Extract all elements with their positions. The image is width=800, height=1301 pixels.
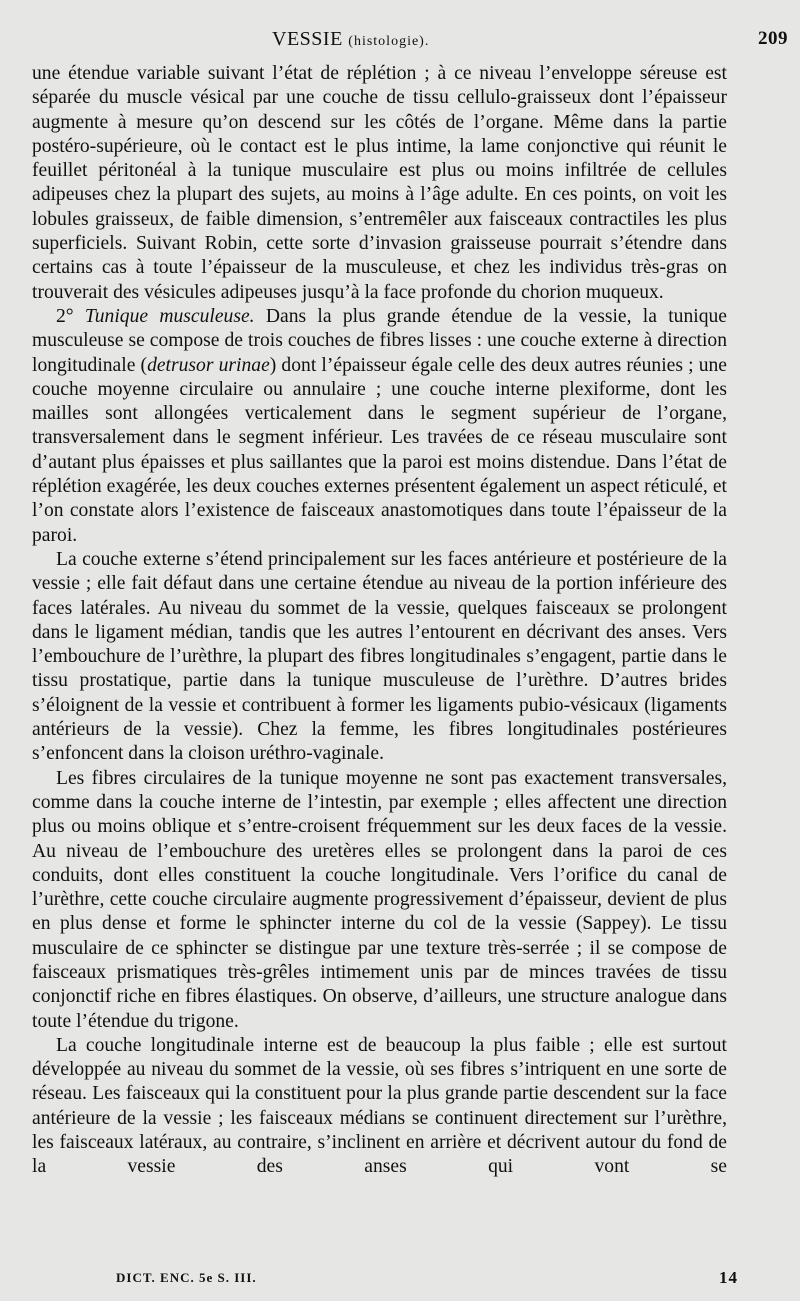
signature-mark: DICT. ENC. 5e S. III. xyxy=(116,1270,257,1285)
paragraph-section-2 xyxy=(32,305,727,548)
paragraph-continued: une étendue variable suivant l’état de réplétion ; à ce niveau l’enveloppe séreuse est séparée du muscle vésical par une couche de tissu cellulo-graisseux dont l’épaisseur augmente à mesure qu’on descend sur les côtés de l’organe. Même dans la partie postéro-supérieure, où le contact est le plus intime, la lame conjonctive qui réunit le feuillet péritonéal à la tunique musculaire est plus ou moins infiltrée de cellules adipeuses chez la plupart des sujets, au moins à l’âge adulte. En ces points, on voit les lobules graisseux, de faible dimension, s’entremêler aux faisceaux contractiles les plus superficiels. Suivant Robin, cette sorte d’invasion graisseuse pourrait s’étendre dans certains cas à toute l’épaisseur de la musculeuse, et chez les individus très-gras on trouverait des vésicules adipeuses jusqu’à la face profonde du chorion muqueux. xyxy=(32,63,727,303)
running-header xyxy=(32,28,788,62)
section-text-part1: Dans la plus grande étendue de la vessie, la tunique musculeuse se compose de trois couches de fibres lisses : une couche externe à direction longitudinale ( xyxy=(32,305,727,376)
latin-term: detrusor urinae xyxy=(147,354,270,376)
running-title-sub: (histologie). xyxy=(348,34,430,49)
running-title-main: VESSIE xyxy=(272,28,343,50)
running-title xyxy=(272,28,429,51)
signature-number: 14 xyxy=(719,1268,738,1287)
section-text-part2: ) dont l’épaisseur égale celle des deux autres réunies ; une couche moyenne circulaire ou annulaire ; une couche interne plexiforme, dont les mailles sont allongées verticalement dans le segment supérieur de l’organe, transversalement dans le segment inférieur. Les travées de ce réseau musculaire sont d’autant plus épaisses et plus saillantes que la paroi est moins distendue. Dans l’état de réplétion exagérée, les deux couches externes présentent également un aspect réticulé, et l’on constate alors l’existence de faisceaux anastomotiques dans toute l’épaisseur de la paroi. xyxy=(32,354,727,546)
body-text xyxy=(32,62,727,1180)
section-number: 2° xyxy=(56,305,74,327)
paragraph-couche-interne: La couche longitudinale interne est de beaucoup la plus faible ; elle est surtout développée au niveau du sommet de la vessie, où ses fibres s’intriquent en une sorte de réseau. Les faisceaux qui la constituent pour la plus grande partie descendent sur la face antérieure de la vessie ; les faisceaux médians se continuent directement sur l’urèthre, les faisceaux latéraux, au contraire, s’inclinent en arrière et décrivent autour du fond de la vessie des anses qui vont se xyxy=(32,1034,727,1178)
paragraph-fibres-circulaires: Les fibres circulaires de la tunique moyenne ne sont pas exactement transversales, comme dans la couche interne de l’intestin, par exemple ; elles affectent une direction plus ou moins oblique et s’entre-croisent fréquemment sur les deux faces de la vessie. Au niveau de l’embouchure des uretères elles se prolongent dans la paroi de ces conduits, dont elles constituent la couche longitudinale. Vers l’orifice du canal de l’urèthre, cette couche circulaire augmente progressivement d’épaisseur, devient de plus en plus dense et forme le sphincter interne du col de la vessie (Sappey). Le tissu musculaire de ce sphincter se distingue par une texture très-serrée ; il se compose de faisceaux prismatiques très-grêles intimement unis par de minces travées de tissu conjonctif riche en fibres élastiques. On observe, d’ailleurs, une structure analogue dans toute l’étendue du trigone. xyxy=(32,767,727,1032)
paragraph-couche-externe: La couche externe s’étend principalement sur les faces antérieure et postérieure de la vessie ; elle fait défaut dans une certaine étendue au niveau de la portion inférieure des faces latérales. Au niveau du sommet de la vessie, quelques faisceaux se prolongent dans le ligament médian, tandis que les autres l’entourent en décrivant des anses. Vers l’embouchure de l’urèthre, la plupart des fibres longitudinales s’engagent, partie dans le tissu prostatique, partie dans la tunique musculeuse de l’urèthre. D’autres brides s’éloignent de la vessie et contribuent à former les ligaments pubio-vésicaux (ligaments antérieurs de la vessie). Chez la femme, les fibres longitudinales postérieures s’enfoncent dans la cloison uréthro-vaginale. xyxy=(32,548,727,765)
page-number: 209 xyxy=(758,28,788,49)
section-heading: Tunique musculeuse. xyxy=(84,305,255,327)
